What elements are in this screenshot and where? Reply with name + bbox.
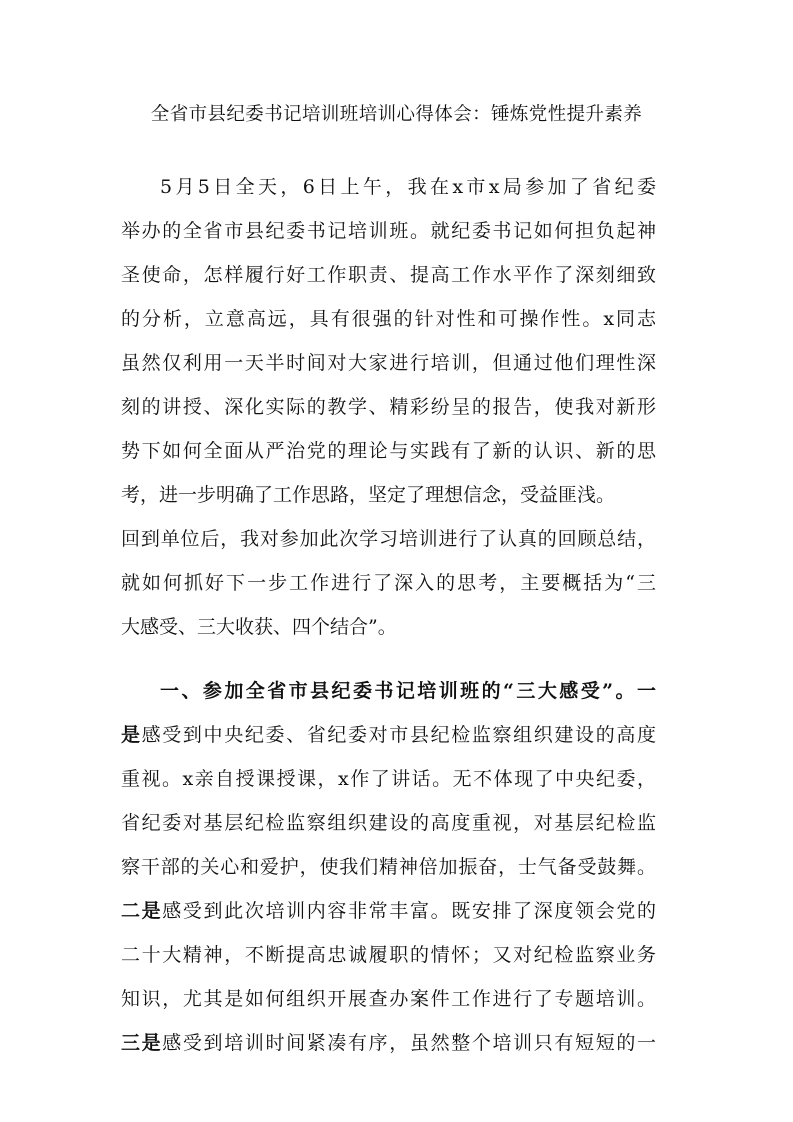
paragraph-line: 刻的讲授、深化实际的教学、精彩纷呈的报告，使我对新形 — [121, 396, 656, 418]
point-text: 感受到中央纪委、省纪委对市县纪检监察组织建设的高度 — [141, 724, 656, 746]
paragraph-line — [121, 723, 656, 747]
paragraph-line: 就如何抓好下一步工作进行了深入的思考，主要概括为“三 — [121, 572, 656, 594]
paragraph-line: 举办的全省市县纪委书记培训班。就纪委书记如何担负起神 — [121, 220, 656, 242]
paragraph-line: 势下如何全面从严治党的理论与实践有了新的认识、新的思 — [121, 440, 656, 462]
point-marker: 三是 — [121, 1032, 163, 1054]
paragraph-line: 圣使命，怎样履行好工作职责、提高工作水平作了深刻细致 — [121, 264, 656, 286]
document-title: 全省市县纪委书记培训班培训心得体会：锤炼党性提升素养 — [150, 104, 643, 125]
paragraph-line — [121, 1031, 656, 1055]
section-heading-line — [160, 679, 656, 703]
paragraph-line: 重视。x亲自授课授课，x作了讲话。无不体现了中央纪委， — [121, 768, 656, 790]
point-marker: 一 — [636, 680, 656, 702]
paragraph-line: 二十大精神，不断提高忠诚履职的情怀；又对纪检监察业务 — [121, 944, 656, 966]
paragraph-line: 虽然仅利用一天半时间对大家进行培训，但通过他们理性深 — [121, 352, 656, 374]
point-marker: 二是 — [121, 900, 163, 922]
point-text: 感受到培训时间紧凑有序，虽然整个培训只有短短的一 — [162, 1032, 656, 1054]
paragraph-line — [121, 899, 656, 923]
point-marker: 是 — [121, 724, 142, 746]
paragraph-line: 考，进一步明确了工作思路，坚定了理想信念，受益匪浅。 — [121, 484, 616, 506]
point-text: 感受到此次培训内容非常丰富。既安排了深度领会党的 — [162, 900, 656, 922]
paragraph-line: 5月5日全天，6日上午，我在x市x局参加了省纪委 — [160, 176, 656, 198]
paragraph-line: 大感受、三大收获、四个结合”。 — [121, 616, 397, 638]
paragraph-line: 的分析，立意高远，具有很强的针对性和可操作性。x同志 — [121, 308, 656, 330]
paragraph-line: 回到单位后，我对参加此次学习培训进行了认真的回顾总结， — [121, 528, 656, 550]
paragraph-line: 察干部的关心和爱护，使我们精神倍加振奋，士气备受鼓舞。 — [121, 856, 656, 878]
paragraph-line: 省纪委对基层纪检监察组织建设的高度重视，对基层纪检监 — [121, 812, 656, 834]
paragraph-line: 知识，尤其是如何组织开展查办案件工作进行了专题培训。 — [121, 988, 656, 1010]
section-heading: 一、参加全省市县纪委书记培训班的“三大感受”。 — [160, 680, 637, 702]
